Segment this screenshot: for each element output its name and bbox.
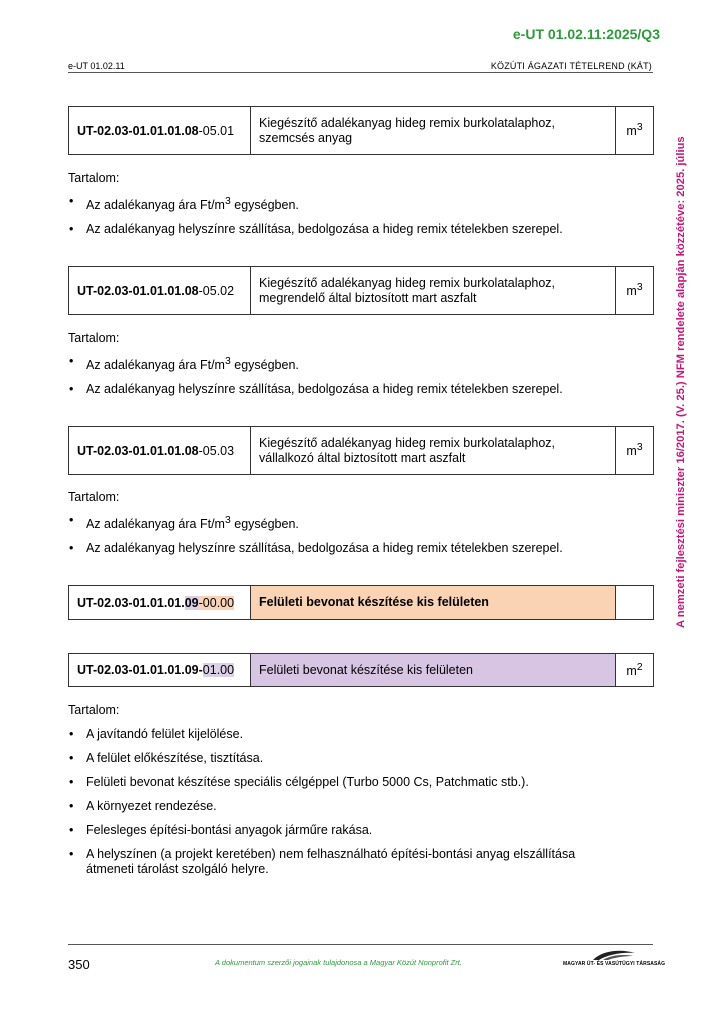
list-item: • Felületi bevonat készítése speciális célgéppel (Turbo 5000 Cs, Patchmatic stb.).	[68, 775, 658, 790]
item-code: UT-02.03-01.01.01.08-05.03	[69, 427, 251, 475]
list-item: • A környezet rendezése.	[68, 799, 658, 814]
item-content-05-02	[68, 331, 658, 397]
side-publication-note: A nemzeti fejlesztési miniszter 16/2017. (V. 25.) NFM rendelete alapján közzétéve: 2025. július	[675, 136, 687, 628]
content-label: Tartalom:	[68, 703, 120, 717]
list-item: • Az adalékanyag helyszínre szállítása, bedolgozása a hideg remix tételekben szerepel.	[68, 222, 658, 237]
final-item-table	[68, 653, 654, 687]
header-left-label: e-UT 01.02.11	[68, 61, 125, 71]
item-table-05-01	[68, 106, 654, 155]
final-item-content	[68, 703, 658, 877]
list-item: • Az adalékanyag ára $Ft/m^3$ egységben.	[68, 194, 658, 213]
footer-divider	[68, 944, 653, 945]
document-code: e-UT 01.02.11:2025/Q3	[512, 26, 660, 42]
item-description: Kiegészítő adalékanyag hideg remix burkolatalaphoz, vállalkozó által biztosított mart aszfalt	[251, 427, 616, 475]
item-table-05-02	[68, 266, 654, 315]
final-item-description: Felületi bevonat készítése kis felületen	[251, 654, 616, 687]
item-table-05-03	[68, 426, 654, 475]
list-item: • Az adalékanyag helyszínre szállítása, bedolgozása a hideg remix tételekben szerepel.	[68, 541, 658, 556]
list-item: • Az adalékanyag ára $Ft/m^3$ egységben.	[68, 354, 658, 373]
list-item: • Az adalékanyag ára $Ft/m^3$ egységben.	[68, 513, 658, 532]
content-label: Tartalom:	[68, 171, 120, 185]
item-content-05-01	[68, 171, 658, 237]
list-item: • A helyszínen (a projekt keretében) nem felhasználható építési-bontási anyag elszállítása átmeneti tárolást szolgáló helyre.	[68, 847, 658, 877]
group-item-description: Felületi bevonat készítése kis felületen	[251, 586, 616, 620]
item-description: Kiegészítő adalékanyag hideg remix burkolatalaphoz, szemcsés anyag	[251, 107, 616, 155]
header-divider	[68, 72, 653, 73]
item-code: UT-02.03-01.01.01.08-05.01	[69, 107, 251, 155]
copyright-note: A dokumentum szerzői jogainak tulajdonosa a Magyar Közút Nonprofit Zrt.	[215, 958, 462, 967]
item-code: UT-02.03-01.01.01.08-05.02	[69, 267, 251, 315]
final-item-unit: $m^2$	[616, 654, 654, 687]
list-item: • A felület előkészítése, tisztítása.	[68, 751, 658, 766]
group-item-table	[68, 585, 654, 620]
list-item: • Felesleges építési-bontási anyagok járműre rakása.	[68, 823, 658, 838]
group-item-unit	[616, 586, 654, 620]
item-unit: $m^3$	[616, 267, 654, 315]
final-item-code: UT-02.03-01.01.01.09-01.00	[69, 654, 251, 687]
item-content-05-03	[68, 490, 658, 556]
header-right-label: KÖZÚTI ÁGAZATI TÉTELREND (KÁT)	[490, 61, 652, 71]
list-item: • Az adalékanyag helyszínre szállítása, bedolgozása a hideg remix tételekben szerepel.	[68, 382, 658, 397]
logo-text: MAGYAR ÚT- ÉS VASÚTÜGYI TÁRSASÁG	[563, 961, 666, 967]
item-description: Kiegészítő adalékanyag hideg remix burkolatalaphoz, megrendelő által biztosított mart aszfalt	[251, 267, 616, 315]
item-unit: $m^3$	[616, 107, 654, 155]
list-item: • A javítandó felület kijelölése.	[68, 727, 658, 742]
content-label: Tartalom:	[68, 490, 120, 504]
content-label: Tartalom:	[68, 331, 120, 345]
group-item-code: UT-02.03-01.01.01.09-00.00	[69, 586, 251, 620]
company-logo-icon	[563, 947, 655, 971]
item-unit: $m^3$	[616, 427, 654, 475]
page-number: 350	[68, 957, 90, 972]
